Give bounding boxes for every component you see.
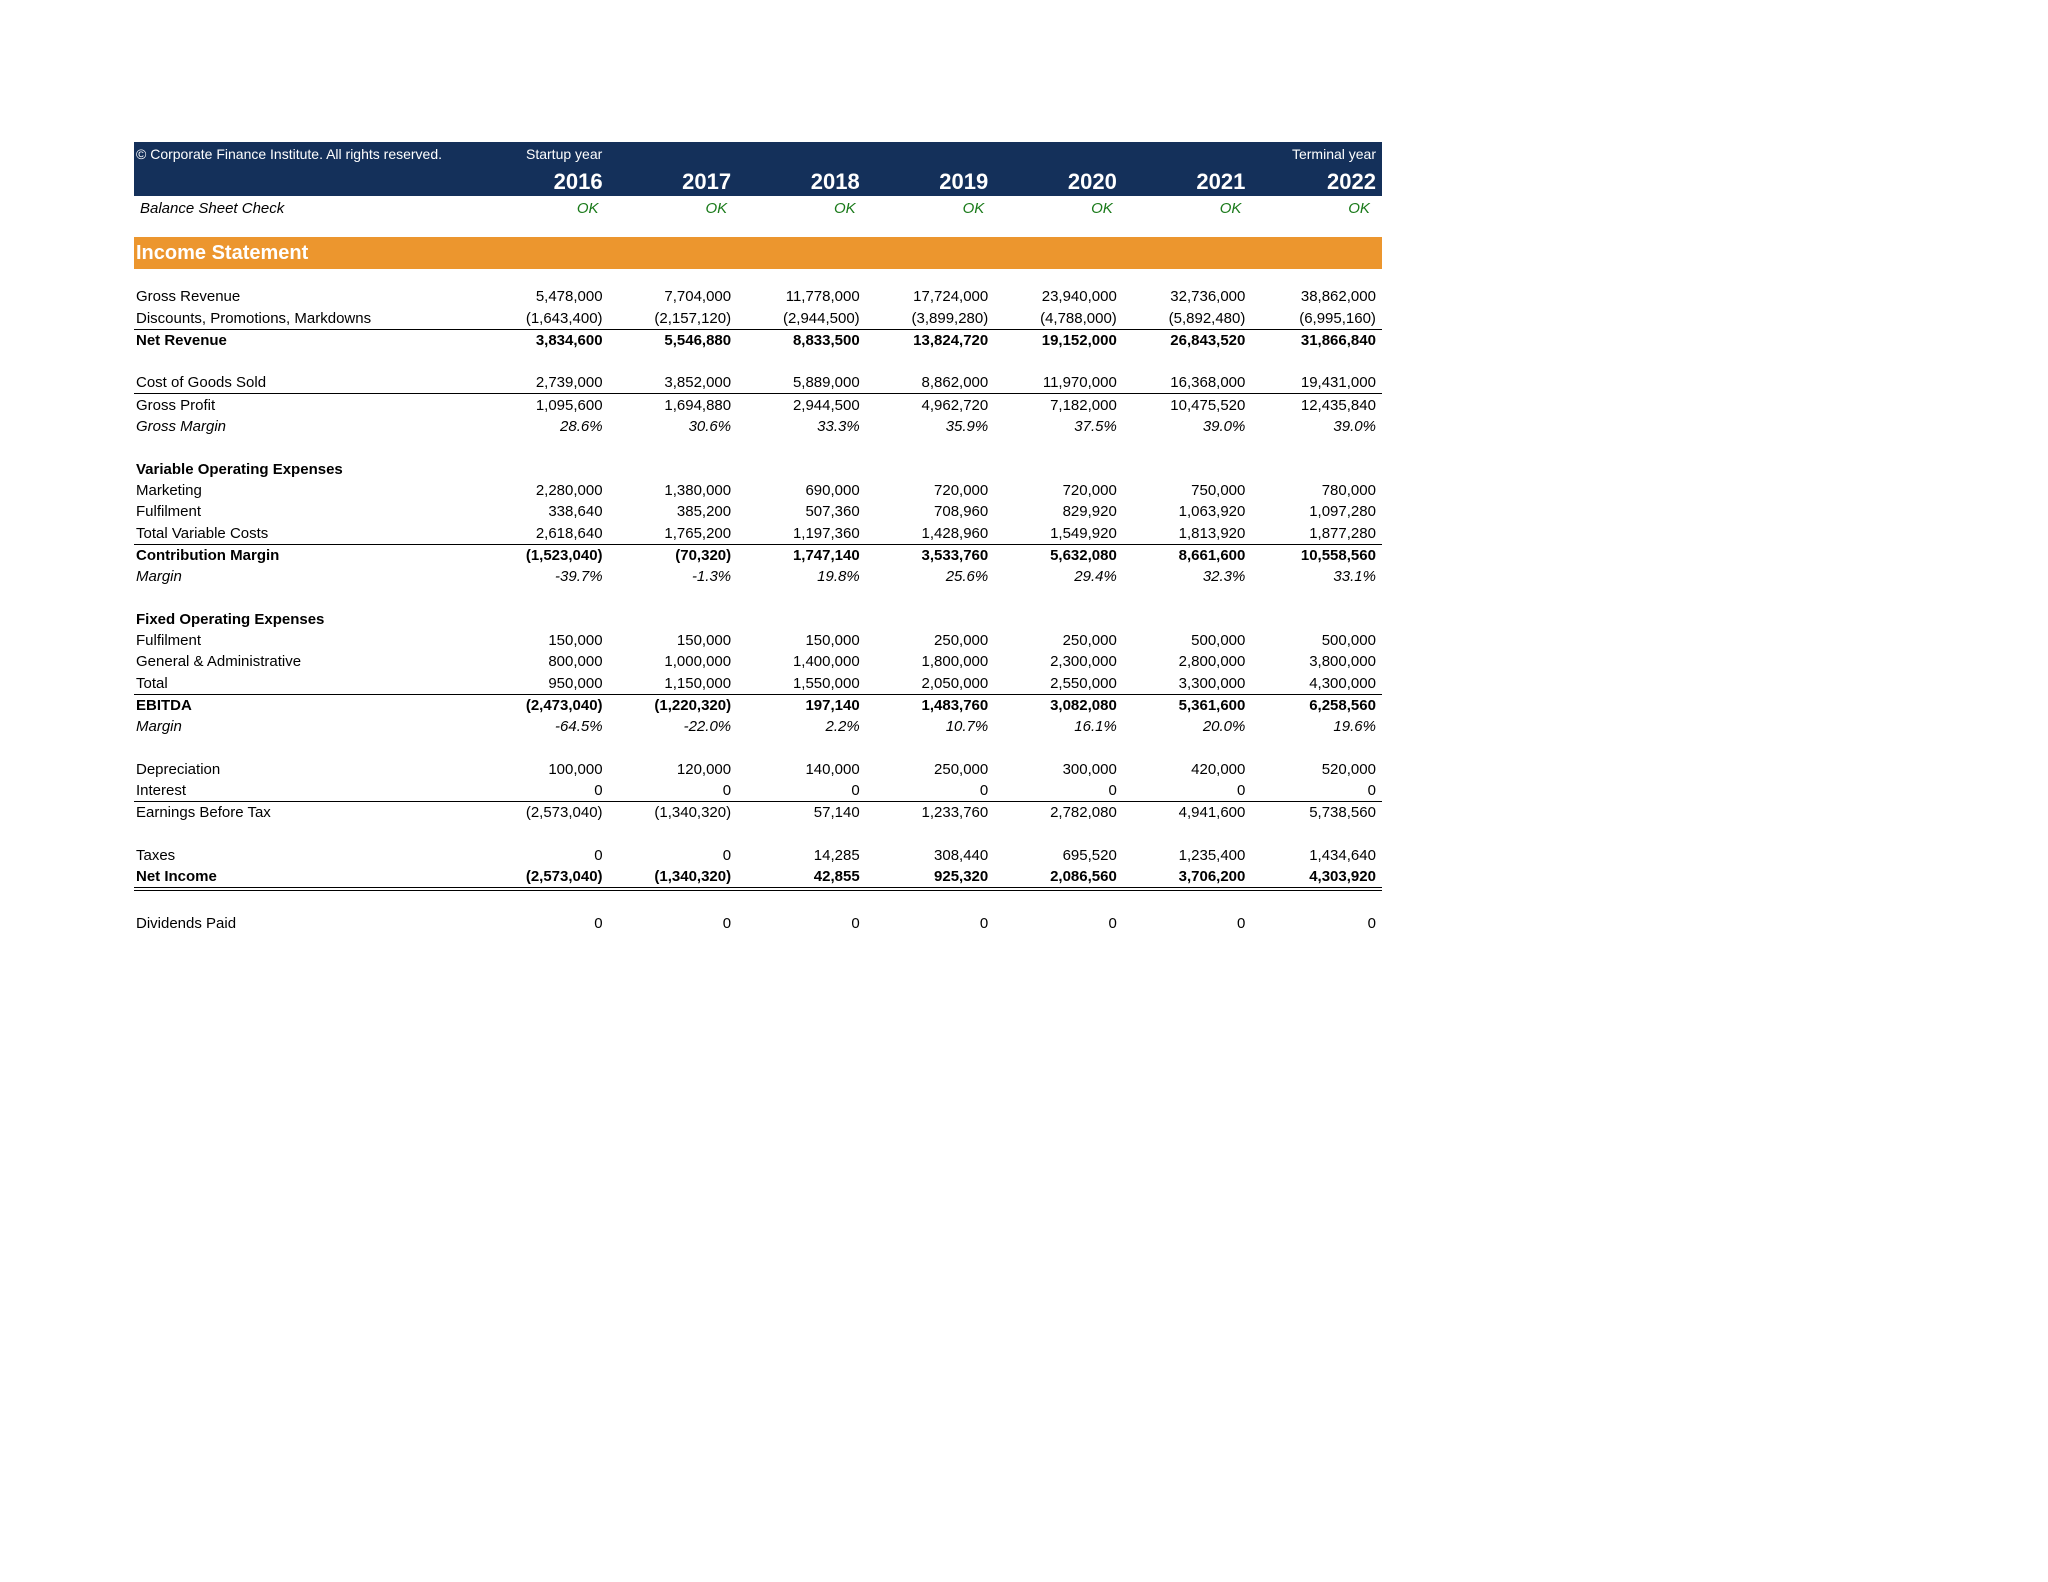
table-row [134, 330, 1382, 351]
row-value: (70,320) [675, 546, 732, 564]
year-header: 2020 [1067, 169, 1117, 194]
row-value: 10,558,560 [1300, 546, 1376, 564]
check-value: OK [1091, 200, 1113, 217]
row-value: 1,428,960 [921, 524, 989, 542]
terminal-year-label: Terminal year [1291, 146, 1376, 162]
row-value: 39.0% [1202, 418, 1246, 436]
row-value: 25.6% [945, 568, 989, 586]
row-value: 29.4% [1074, 568, 1117, 586]
row-label: Fulfilment [136, 503, 202, 521]
row-value: 4,300,000 [1309, 674, 1376, 692]
row-value: 1,063,920 [1178, 503, 1246, 521]
row-value: 338,640 [548, 503, 603, 521]
year-header: 2021 [1196, 169, 1246, 194]
spacer [134, 437, 1382, 458]
row-value: 4,941,600 [1178, 804, 1246, 822]
row-value: 16.1% [1074, 718, 1117, 736]
row-value: 7,182,000 [1050, 396, 1117, 414]
row-value: 0 [851, 782, 860, 800]
table-row [134, 372, 1382, 394]
table-row [134, 672, 1382, 694]
row-value: 0 [979, 782, 989, 800]
row-value: 100,000 [548, 760, 603, 778]
row-value: 2,739,000 [535, 374, 603, 392]
row-value: 11,970,000 [1042, 374, 1117, 392]
row-value: 150,000 [548, 632, 603, 650]
year-header: 2022 [1326, 169, 1376, 194]
row-value: 0 [722, 914, 732, 932]
row-value: (2,473,040) [525, 696, 603, 714]
row-value: 2,086,560 [1050, 868, 1117, 886]
row-value: 1,813,920 [1178, 524, 1246, 542]
row-value: 3,834,600 [535, 331, 603, 349]
spacer [134, 587, 1382, 608]
row-value: 197,140 [805, 696, 860, 714]
row-label: Gross Margin [136, 418, 227, 436]
row-value: 37.5% [1074, 418, 1117, 436]
row-value: 3,706,200 [1178, 868, 1246, 886]
row-value: 6,258,560 [1309, 696, 1376, 714]
year-headers [134, 170, 1382, 194]
row-value: (4,788,000) [1040, 309, 1117, 327]
row-value: 695,520 [1062, 847, 1117, 865]
spacer [134, 351, 1382, 372]
check-value: OK [576, 200, 599, 217]
row-value: 308,440 [934, 847, 989, 865]
row-value: 300,000 [1062, 760, 1117, 778]
row-value: (3,899,280) [911, 309, 989, 327]
row-value: (5,892,480) [1168, 309, 1246, 327]
income-statement-sheet [134, 142, 1382, 934]
row-value: 0 [594, 914, 603, 932]
row-value: 12,435,840 [1300, 396, 1376, 414]
row-value: 0 [594, 782, 603, 800]
row-label: Fulfilment [136, 632, 202, 650]
table-row [134, 608, 1382, 629]
row-value: 1,235,400 [1178, 847, 1246, 865]
row-value: 33.1% [1333, 568, 1376, 586]
row-value: (1,643,400) [525, 309, 603, 327]
row-value: 750,000 [1191, 481, 1246, 499]
row-value: 1,747,140 [792, 546, 860, 564]
row-value: 0 [979, 914, 989, 932]
row-value: 57,140 [813, 804, 860, 822]
row-value: 1,197,360 [792, 524, 860, 542]
row-label: Margin [136, 718, 182, 736]
table-row [134, 780, 1382, 802]
row-value: 1,097,280 [1309, 503, 1376, 521]
row-label: Total [136, 674, 168, 692]
row-value: 1,095,600 [535, 396, 603, 414]
row-value: 250,000 [934, 760, 989, 778]
row-value: 14,285 [813, 847, 860, 865]
row-value: 5,889,000 [792, 374, 860, 392]
row-value: 385,200 [676, 503, 732, 521]
row-value: 4,303,920 [1309, 868, 1376, 886]
row-value: 35.9% [945, 418, 989, 436]
row-value: 20.0% [1202, 718, 1246, 736]
row-value: 8,862,000 [921, 374, 989, 392]
row-value: 23,940,000 [1041, 288, 1117, 306]
row-value: 0 [1108, 914, 1117, 932]
row-value: (2,944,500) [782, 309, 860, 327]
row-value: 2,280,000 [535, 481, 603, 499]
row-value: (2,573,040) [525, 804, 603, 822]
row-value: 120,000 [676, 760, 732, 778]
row-value: 2,550,000 [1050, 674, 1117, 692]
row-label: EBITDA [136, 696, 192, 714]
row-value: (1,340,320) [654, 804, 732, 822]
table-row [134, 759, 1382, 780]
row-label: Marketing [136, 481, 202, 499]
row-value: 250,000 [934, 632, 989, 650]
row-value: 0 [722, 782, 732, 800]
table-row [134, 394, 1382, 415]
row-value: 10,475,520 [1170, 396, 1246, 414]
row-value: 1,800,000 [921, 653, 989, 671]
row-label: Cost of Goods Sold [136, 374, 267, 392]
row-value: 1,550,000 [792, 674, 860, 692]
row-value: 32.3% [1202, 568, 1246, 586]
row-value: 1,150,000 [664, 674, 732, 692]
row-value: 3,800,000 [1309, 653, 1376, 671]
row-value: 1,549,920 [1050, 524, 1117, 542]
balance-sheet-check-row [134, 196, 1382, 217]
row-value: 31,866,840 [1300, 331, 1376, 349]
row-label: Gross Revenue [136, 288, 241, 306]
table-row [134, 286, 1382, 307]
row-value: 2,800,000 [1178, 653, 1246, 671]
spacer [134, 823, 1382, 844]
row-value: 32,736,000 [1170, 288, 1246, 306]
row-label: Discounts, Promotions, Markdowns [136, 309, 372, 327]
row-value: 3,300,000 [1178, 674, 1246, 692]
row-value: 17,724,000 [913, 288, 989, 306]
row-label: Balance Sheet Check [140, 200, 285, 217]
row-value: 800,000 [548, 653, 603, 671]
check-value: OK [834, 200, 856, 217]
row-value: (1,220,320) [654, 696, 732, 714]
row-label: General & Administrative [136, 653, 302, 671]
row-value: 33.3% [817, 418, 860, 436]
table-row [134, 845, 1382, 866]
row-value: 2,944,500 [792, 396, 860, 414]
table-row [134, 545, 1382, 566]
row-value: 1,765,200 [664, 524, 732, 542]
row-value: 250,000 [1062, 632, 1117, 650]
row-value: 2.2% [825, 718, 860, 736]
check-value: OK [1348, 200, 1370, 217]
startup-year-label: Startup year [526, 146, 603, 162]
table-row [134, 566, 1382, 587]
row-value: 708,960 [934, 503, 989, 521]
row-value: 500,000 [1321, 632, 1376, 650]
row-value: 950,000 [548, 674, 603, 692]
row-value: (2,573,040) [525, 868, 603, 886]
row-value: -22.0% [683, 718, 732, 736]
year-header: 2016 [553, 169, 603, 194]
row-value: (1,523,040) [525, 546, 603, 564]
year-header: 2017 [682, 169, 732, 194]
row-value: 829,920 [1062, 503, 1117, 521]
row-value: 19,152,000 [1041, 331, 1117, 349]
table-row [134, 307, 1382, 329]
row-value: 2,300,000 [1050, 653, 1117, 671]
row-value: 39.0% [1333, 418, 1376, 436]
table-row [134, 913, 1382, 934]
row-value: (1,340,320) [654, 868, 732, 886]
table-row [134, 802, 1382, 823]
table-row [134, 416, 1382, 437]
row-value: 11,778,000 [785, 288, 860, 306]
row-value: 3,533,760 [921, 546, 989, 564]
row-value: 5,361,600 [1178, 696, 1246, 714]
row-value: 0 [1367, 914, 1376, 932]
section-title: Income Statement [134, 237, 1382, 269]
row-value: 19,431,000 [1300, 374, 1376, 392]
row-value: 38,862,000 [1300, 288, 1376, 306]
row-value: 1,000,000 [664, 653, 732, 671]
row-value: 19.8% [817, 568, 860, 586]
row-label: Contribution Margin [136, 546, 280, 564]
row-value: 2,050,000 [921, 674, 989, 692]
row-value: 42,855 [813, 868, 860, 886]
row-value: 2,782,080 [1050, 804, 1117, 822]
row-value: 1,483,760 [921, 696, 989, 714]
table-row [134, 716, 1382, 737]
table-row [134, 630, 1382, 651]
row-label: Fixed Operating Expenses [136, 610, 325, 628]
row-value: 1,233,760 [921, 804, 989, 822]
row-value: -64.5% [555, 718, 603, 736]
row-label: Net Revenue [136, 331, 227, 349]
check-value: OK [962, 200, 985, 217]
row-value: 780,000 [1321, 481, 1376, 499]
row-value: 30.6% [688, 418, 732, 436]
table-row [134, 866, 1382, 891]
row-label: Interest [136, 782, 187, 800]
row-value: 5,632,080 [1050, 546, 1117, 564]
row-value: 26,843,520 [1170, 331, 1246, 349]
check-value: OK [1219, 200, 1242, 217]
row-value: 0 [851, 914, 860, 932]
row-value: 5,546,880 [664, 331, 732, 349]
row-value: 8,833,500 [792, 331, 860, 349]
check-value: OK [705, 200, 728, 217]
header-band [134, 142, 1382, 196]
row-value: 0 [722, 847, 732, 865]
row-label: Net Income [136, 868, 217, 886]
row-value: 1,400,000 [792, 653, 860, 671]
row-value: -39.7% [555, 568, 603, 586]
row-value: 0 [1237, 782, 1246, 800]
row-label: Gross Profit [136, 396, 216, 414]
row-value: 0 [594, 847, 603, 865]
row-value: 720,000 [1062, 481, 1117, 499]
row-value: (6,995,160) [1299, 309, 1376, 327]
table-row [134, 695, 1382, 716]
year-header: 2019 [939, 169, 989, 194]
table-row [134, 522, 1382, 544]
row-value: 507,360 [805, 503, 860, 521]
table-row [134, 480, 1382, 501]
row-value: 1,380,000 [664, 481, 732, 499]
row-value: 10.7% [945, 718, 989, 736]
row-value: 28.6% [560, 418, 603, 436]
row-value: 19.6% [1333, 718, 1376, 736]
row-value: 500,000 [1191, 632, 1246, 650]
row-value: 925,320 [934, 868, 989, 886]
row-value: (2,157,120) [654, 309, 732, 327]
row-value: 16,368,000 [1170, 374, 1246, 392]
year-header: 2018 [810, 169, 860, 194]
row-value: 420,000 [1191, 760, 1246, 778]
row-label: Margin [136, 568, 182, 586]
row-label: Total Variable Costs [136, 524, 269, 542]
row-label: Dividends Paid [136, 914, 237, 932]
row-value: 2,618,640 [535, 524, 603, 542]
row-label: Taxes [136, 847, 176, 865]
row-value: 520,000 [1321, 760, 1376, 778]
row-value: 720,000 [934, 481, 989, 499]
row-value: 1,877,280 [1309, 524, 1376, 542]
row-value: 13,824,720 [913, 331, 989, 349]
row-value: 8,661,600 [1178, 546, 1246, 564]
row-value: 0 [1108, 782, 1117, 800]
row-value: 0 [1237, 914, 1246, 932]
statement-rows [134, 286, 1382, 934]
row-label: Variable Operating Expenses [136, 460, 343, 478]
row-value: 150,000 [805, 632, 860, 650]
copyright-notice: © Corporate Finance Institute. All rights reserved. [136, 146, 443, 162]
row-value: -1.3% [691, 568, 732, 586]
row-value: 1,694,880 [664, 396, 732, 414]
row-value: 1,434,640 [1309, 847, 1376, 865]
row-value: 140,000 [805, 760, 860, 778]
row-value: 0 [1367, 782, 1376, 800]
row-value: 690,000 [805, 481, 860, 499]
row-label: Earnings Before Tax [136, 804, 271, 822]
row-value: 3,852,000 [664, 374, 732, 392]
row-value: 150,000 [676, 632, 732, 650]
spacer [134, 891, 1382, 912]
row-value: 4,962,720 [921, 396, 989, 414]
table-row [134, 458, 1382, 479]
table-row [134, 651, 1382, 672]
row-value: 5,738,560 [1309, 804, 1376, 822]
row-value: 5,478,000 [535, 288, 603, 306]
row-label: Depreciation [136, 760, 221, 778]
spacer [134, 737, 1382, 758]
row-value: 7,704,000 [664, 288, 732, 306]
table-row [134, 501, 1382, 522]
row-value: 3,082,080 [1050, 696, 1117, 714]
